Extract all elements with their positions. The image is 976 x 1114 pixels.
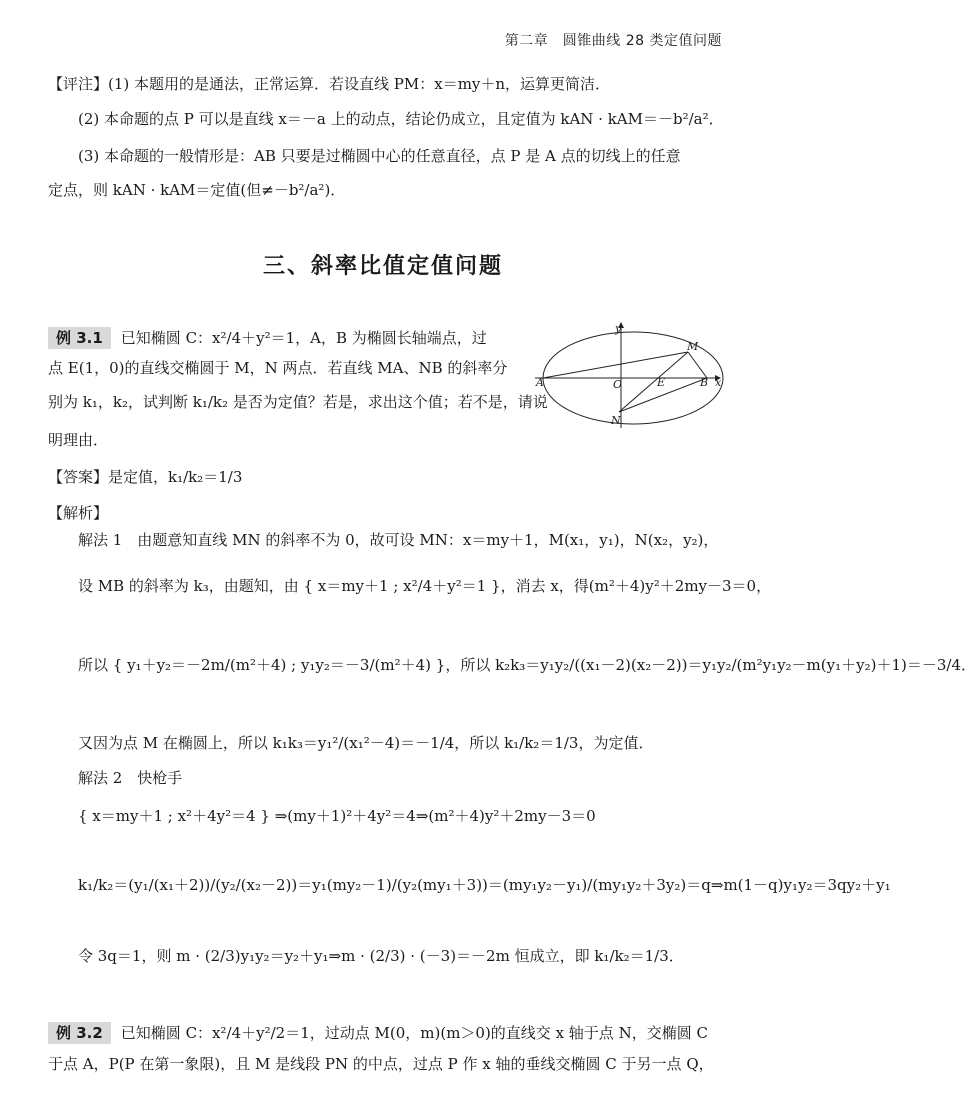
solution-1-line-4: 又因为点 M 在椭圆上，所以 k₁k₃＝y₁²/(x₁²－4)＝－1/4，所以 k₁/k₂＝1/3，为定值． (78, 734, 654, 752)
example-3-1-text-1: 已知椭圆 C：x²/4＋y²＝1，A，B 为椭圆长轴端点，过 (120, 329, 487, 347)
solution-1-line-2: 设 MB 的斜率为 k₃，由题知，由 { x＝my＋1 ; x²/4＋y²＝1 }，消去 x，得(m²＋4)y²＋2my－3＝0， (78, 577, 772, 595)
line-am (543, 352, 688, 378)
solution-1-line-3: 所以 { y₁＋y₂＝－2m/(m²＋4) ; y₁y₂＝－3/(m²＋4) }，所以 k₂k₃＝y₁y₂/((x₁－2)(x₂－2))＝y₁y₂/(m²y₁y₂－m(y₁＋y₂)＋1)＝－3/4． (78, 656, 976, 674)
example-3-1-line-3: 别为 k₁，k₂，试判断 k₁/k₂ 是否为定值？若是，求出这个值；若不是，请说 (48, 393, 548, 411)
comment-line-1: 【评注】(1) 本题用的是通法，正常运算．若设直线 PM：x＝my＋n，运算更简洁． (48, 75, 611, 93)
analysis-label: 【解析】 (48, 504, 109, 522)
label-n: N (611, 414, 621, 427)
solution-2-title: 解法 2 快枪手 (78, 769, 183, 787)
label-a: A (536, 376, 544, 389)
line-mb (688, 352, 707, 378)
label-e: E (657, 376, 666, 389)
example-3-1-line-2: 点 E(1，0)的直线交椭圆于 M，N 两点．若直线 MA、NB 的斜率分 (48, 359, 508, 377)
label-y: y (615, 322, 622, 335)
example-badge-2: 例 3.2 (48, 1022, 111, 1044)
page-fade-overlay (560, 1074, 766, 1114)
label-o: O (613, 378, 623, 391)
label-b: B (700, 376, 709, 389)
example-3-2-text-1: 已知椭圆 C：x²/4＋y²/2＝1，过动点 M(0，m)(m＞0)的直线交 x 轴于点 N，交椭圆 C (120, 1024, 708, 1042)
solution-2-line-2: k₁/k₂＝(y₁/(x₁＋2))/(y₂/(x₂－2))＝y₁(my₂－1)/(y₂(my₁＋3))＝(my₁y₂－y₁)/(my₁y₂＋3y₂)＝q⇒m(1－q)y₁y₂＝3qy₂＋y₁ (78, 876, 891, 894)
solution-1-line-1: 解法 1 由题意知直线 MN 的斜率不为 0，故可设 MN：x＝my＋1，M(x₁，y₁)，N(x₂，y₂)， (78, 531, 719, 549)
label-m: M (687, 340, 699, 353)
example-3-1-line-1 (48, 327, 526, 349)
comment-line-3: (3) 本命题的一般情形是：AB 只要是过椭圆中心的任意直径，点 P 是 A 点的切线上的任意 (78, 147, 681, 165)
example-3-2-line-1 (48, 1022, 722, 1044)
example-3-1-line-4: 明理由． (48, 431, 109, 449)
comment-line-2: (2) 本命题的点 P 可以是直线 x＝－a 上的动点，结论仍成立，且定值为 kAN · kAM＝－b²/a²． (78, 110, 724, 128)
line-mn (619, 352, 688, 412)
page-header: 第二章 圆锥曲线 28 类定值问题 (504, 33, 722, 49)
answer-line: 【答案】是定值，k₁/k₂＝1/3 (48, 468, 243, 486)
solution-2-line-3: 令 3q＝1，则 m · (2/3)y₁y₂＝y₂＋y₁⇒m · (2/3) · (－3)＝－2m 恒成立，即 k₁/k₂＝1/3． (78, 947, 684, 965)
section-title: 三、斜率比值定值问题 (262, 253, 503, 279)
label-x: x (715, 376, 722, 389)
example-badge: 例 3.1 (48, 327, 111, 349)
solution-2-line-1: { x＝my＋1 ; x²＋4y²＝4 } ⇒(my＋1)²＋4y²＝4⇒(m²＋4)y²＋2my－3＝0 (78, 807, 596, 825)
example-3-2-line-2: 于点 A，P(P 在第一象限)，且 M 是线段 PN 的中点，过点 P 作 x 轴的垂线交椭圆 C 于另一点 Q， (48, 1055, 714, 1073)
comment-line-4: 定点，则 kAN · kAM＝定值(但≠－b²/a²)． (48, 181, 346, 199)
ellipse-figure (533, 320, 733, 430)
